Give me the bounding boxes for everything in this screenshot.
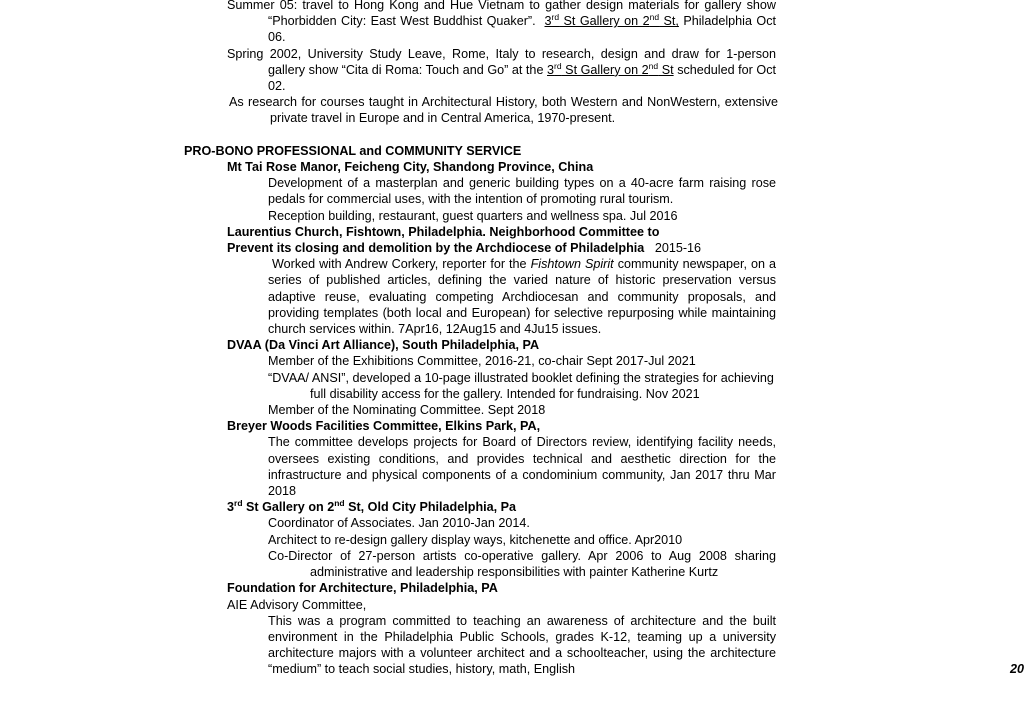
travel-spring-2002-text: Spring 2002, University Study Leave, Rome, Italy to research, design and draw for 1-person gallery show “Cita di Roma: Touch and Go” at the (227, 46, 776, 77)
mt-tai-body: Development of a masterplan and generic building types on a 40-acre farm raising rose pedals for commercial uses, with the intention of promoting rural tourism. (268, 176, 776, 207)
spacer (0, 127, 960, 143)
page-number: 20 (1010, 662, 1024, 677)
breyer-woods-body: The committee develops projects for Board of Directors review, identifying facility needs, oversees existing conditions, and provides technical and aesthetic direction for the infrastructure and physical components of a condominium community, Jan 2017 thru Mar 2018 (268, 435, 776, 499)
travel-research: As research for courses taught in Architectural History, both Western and NonWestern, extensive private travel in Europe and in Central America, 1970-present. (229, 95, 778, 126)
travel-summer-05-tail: Philadelphia Oct 06. (268, 14, 777, 45)
section-title: PRO-BONO PROFESSIONAL and COMMUNITY SERVICE (184, 143, 522, 158)
org-heading-foundation: Foundation for Architecture, Philadelphia, PA (227, 581, 498, 596)
gallery-name: 3rd St Gallery on 2nd St (547, 60, 674, 77)
dvaa-line-2: “DVAA/ ANSI”, developed a 10-page illustrated booklet defining the strategies for achieving full disability access for the gallery. Intended for fundraising. Nov 2021 (268, 370, 774, 401)
org-heading-3rd-st-gallery: 3rd St Gallery on 2nd St, Old City Philadelphia, Pa (227, 498, 517, 515)
org-heading-breyer-woods: Breyer Woods Facilities Committee, Elkins Park, PA, (227, 419, 541, 434)
org-heading-laurentius: Laurentius Church, Fishtown, Philadelphia. Neighborhood Committee to (227, 224, 660, 239)
dvaa-line-3: Member of the Nominating Committee. Sept 2018 (268, 403, 546, 418)
dvaa-line-1: Member of the Exhibitions Committee, 2016-21, co-chair Sept 2017-Jul 2021 (268, 354, 696, 369)
gallery-name: 3rd St Gallery on 2nd St, (544, 12, 679, 29)
org-heading-dvaa: DVAA (Da Vinci Art Alliance), South Philadelphia, PA (227, 338, 540, 353)
laurentius-body: Worked with Andrew Corkery, reporter for the Fishtown Spirit community newspaper, on a series of published articles, defining the varied nature of historic preservation versus adaptive reuse, evaluating competing Archdiocesan and community proposals, and providing templates (both local and European) for selective repurposing while maintaining church services within. 7Apr16, 12Aug15 and 4Ju15 issues. (268, 257, 777, 337)
gallery-line-1: Coordinator of Associates. Jan 2010-Jan 2014. (268, 516, 530, 531)
gallery-line-2: Architect to re-design gallery display ways, kitchenette and office. Apr2010 (268, 532, 683, 547)
travel-summer-05 (227, 0, 777, 46)
travel-summer-05-text: Summer 05: travel to Hong Kong and Hue Vietnam to gather design materials for gallery show “Phorbidden City: East West Buddhist Quaker”. (227, 0, 776, 29)
mt-tai-body-2: Reception building, restaurant, guest quarters and wellness spa. Jul 2016 (268, 208, 678, 223)
foundation-body: This was a program committed to teaching an awareness of architecture and the built environment in the Philadelphia Public Schools, grades K-12, teaming up a university architecture majors with a volunteer architect and a schoolteacher, using the architecture “medium” to teach social studies, history, math, English 20 (268, 613, 1024, 677)
org-heading-laurentius-line-2: Prevent its closing and demolition by the Archdiocese of Philadelphia 2015-16 (227, 241, 702, 256)
gallery-line-3: Co-Director of 27-person artists co-operative gallery. Apr 2006 to Aug 2008 sharing administrative and leadership responsibilities with painter Katherine Kurtz (268, 548, 776, 580)
publication-name: Fishtown Spirit (530, 257, 614, 272)
laurentius-dates: 2015-16 (654, 241, 702, 256)
travel-spring-2002 (227, 46, 777, 95)
travel-spring-2002-tail: scheduled for Oct 02. (268, 62, 777, 94)
foundation-sub: AIE Advisory Committee, (227, 597, 367, 612)
org-heading-mt-tai: Mt Tai Rose Manor, Feicheng City, Shandong Province, China (227, 160, 594, 175)
